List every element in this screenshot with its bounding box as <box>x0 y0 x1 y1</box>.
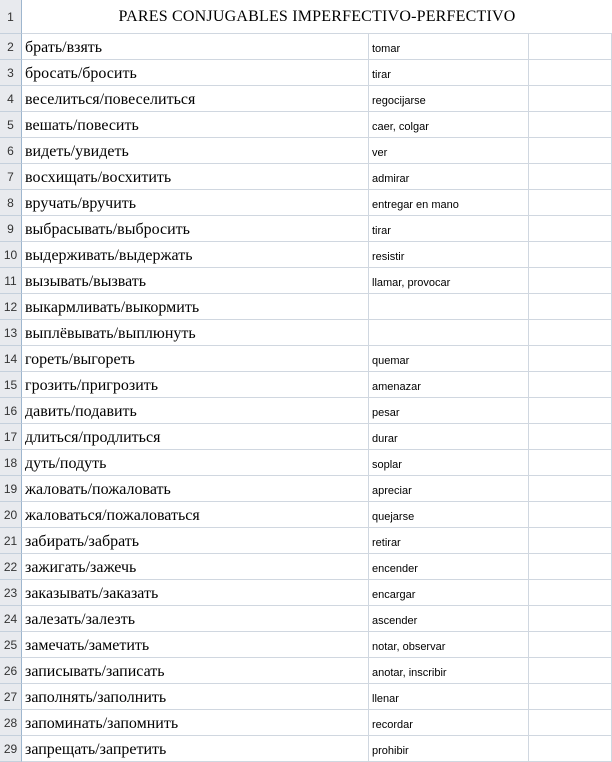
row-header[interactable]: 8 <box>0 190 22 216</box>
row-header[interactable]: 14 <box>0 346 22 372</box>
empty-cell[interactable] <box>529 372 612 398</box>
row-header[interactable]: 6 <box>0 138 22 164</box>
empty-cell[interactable] <box>529 138 612 164</box>
verb-pair-cell[interactable]: заказывать/заказать <box>22 580 369 606</box>
verb-pair-cell[interactable]: выплёвывать/выплюнуть <box>22 320 369 346</box>
table-row[interactable] <box>0 164 612 190</box>
row-header[interactable]: 25 <box>0 632 22 658</box>
table-row[interactable] <box>0 736 612 762</box>
empty-cell[interactable] <box>529 190 612 216</box>
translation-cell[interactable]: entregar en mano <box>369 190 529 216</box>
table-row[interactable] <box>0 554 612 580</box>
empty-cell[interactable] <box>529 528 612 554</box>
table-row[interactable] <box>0 502 612 528</box>
empty-cell[interactable] <box>529 242 612 268</box>
verb-pair-cell[interactable]: вешать/повесить <box>22 112 369 138</box>
table-row[interactable] <box>0 606 612 632</box>
row-header[interactable]: 22 <box>0 554 22 580</box>
table-row[interactable] <box>0 138 612 164</box>
table-row[interactable] <box>0 346 612 372</box>
empty-cell[interactable] <box>529 86 612 112</box>
verb-pair-cell[interactable]: заполнять/заполнить <box>22 684 369 710</box>
verb-pair-cell[interactable]: запоминать/запомнить <box>22 710 369 736</box>
empty-cell[interactable] <box>529 710 612 736</box>
translation-cell[interactable]: retirar <box>369 528 529 554</box>
row-header[interactable]: 24 <box>0 606 22 632</box>
empty-cell[interactable] <box>529 294 612 320</box>
empty-cell[interactable] <box>529 450 612 476</box>
verb-pair-cell[interactable]: веселиться/повеселиться <box>22 86 369 112</box>
empty-cell[interactable] <box>529 112 612 138</box>
verb-pair-cell[interactable]: вызывать/вызвать <box>22 268 369 294</box>
verb-pair-cell[interactable]: восхищать/восхитить <box>22 164 369 190</box>
row-header[interactable]: 11 <box>0 268 22 294</box>
row-header[interactable]: 27 <box>0 684 22 710</box>
verb-pair-cell[interactable]: выдерживать/выдержать <box>22 242 369 268</box>
row-header[interactable]: 2 <box>0 34 22 60</box>
translation-cell[interactable]: durar <box>369 424 529 450</box>
empty-cell[interactable] <box>529 736 612 762</box>
table-row[interactable] <box>0 34 612 60</box>
row-header[interactable]: 16 <box>0 398 22 424</box>
row-header[interactable]: 4 <box>0 86 22 112</box>
verb-pair-cell[interactable]: залезать/залезть <box>22 606 369 632</box>
table-row[interactable] <box>0 424 612 450</box>
translation-cell[interactable]: llamar, provocar <box>369 268 529 294</box>
empty-cell[interactable] <box>529 502 612 528</box>
table-row[interactable] <box>0 190 612 216</box>
empty-cell[interactable] <box>529 216 612 242</box>
verb-pair-cell[interactable]: длиться/продлиться <box>22 424 369 450</box>
verb-pair-cell[interactable]: бросать/бросить <box>22 60 369 86</box>
translation-cell[interactable]: ver <box>369 138 529 164</box>
table-row[interactable] <box>0 268 612 294</box>
translation-cell[interactable]: admirar <box>369 164 529 190</box>
empty-cell[interactable] <box>529 606 612 632</box>
table-row[interactable] <box>0 242 612 268</box>
table-row[interactable] <box>0 450 612 476</box>
verb-pair-cell[interactable]: давить/подавить <box>22 398 369 424</box>
empty-cell[interactable] <box>529 268 612 294</box>
verb-pair-cell[interactable]: гореть/выгореть <box>22 346 369 372</box>
empty-cell[interactable] <box>529 60 612 86</box>
table-row[interactable] <box>0 658 612 684</box>
table-row[interactable] <box>0 580 612 606</box>
translation-cell[interactable]: prohibir <box>369 736 529 762</box>
empty-cell[interactable] <box>529 476 612 502</box>
verb-pair-cell[interactable]: жаловать/пожаловать <box>22 476 369 502</box>
verb-pair-cell[interactable]: замечать/заметить <box>22 632 369 658</box>
table-row[interactable] <box>0 294 612 320</box>
translation-cell[interactable] <box>369 320 529 346</box>
verb-pair-cell[interactable]: выбрасывать/выбросить <box>22 216 369 242</box>
table-row[interactable] <box>0 632 612 658</box>
translation-cell[interactable]: recordar <box>369 710 529 736</box>
verb-pair-cell[interactable]: записывать/записать <box>22 658 369 684</box>
verb-pair-cell[interactable]: забирать/забрать <box>22 528 369 554</box>
translation-cell[interactable]: llenar <box>369 684 529 710</box>
verb-pair-cell[interactable]: выкармливать/выкормить <box>22 294 369 320</box>
empty-cell[interactable] <box>529 164 612 190</box>
row-header[interactable]: 19 <box>0 476 22 502</box>
empty-cell[interactable] <box>529 684 612 710</box>
table-row[interactable] <box>0 398 612 424</box>
table-row[interactable] <box>0 684 612 710</box>
row-header[interactable]: 10 <box>0 242 22 268</box>
row-header[interactable]: 12 <box>0 294 22 320</box>
empty-cell[interactable] <box>529 580 612 606</box>
translation-cell[interactable]: quejarse <box>369 502 529 528</box>
row-header[interactable]: 1 <box>0 0 22 34</box>
verb-pair-cell[interactable]: зажигать/зажечь <box>22 554 369 580</box>
translation-cell[interactable]: amenazar <box>369 372 529 398</box>
translation-cell[interactable]: pesar <box>369 398 529 424</box>
translation-cell[interactable]: tirar <box>369 60 529 86</box>
empty-cell[interactable] <box>529 34 612 60</box>
row-header[interactable]: 7 <box>0 164 22 190</box>
verb-pair-cell[interactable]: вручать/вручить <box>22 190 369 216</box>
translation-cell[interactable]: encender <box>369 554 529 580</box>
translation-cell[interactable]: tirar <box>369 216 529 242</box>
translation-cell[interactable]: caer, colgar <box>369 112 529 138</box>
row-header[interactable]: 17 <box>0 424 22 450</box>
translation-cell[interactable]: resistir <box>369 242 529 268</box>
empty-cell[interactable] <box>529 554 612 580</box>
translation-cell[interactable]: regocijarse <box>369 86 529 112</box>
row-header[interactable]: 15 <box>0 372 22 398</box>
translation-cell[interactable]: ascender <box>369 606 529 632</box>
row-header[interactable]: 29 <box>0 736 22 762</box>
empty-cell[interactable] <box>529 320 612 346</box>
translation-cell[interactable]: quemar <box>369 346 529 372</box>
verb-pair-cell[interactable]: запрещать/запретить <box>22 736 369 762</box>
table-row[interactable] <box>0 372 612 398</box>
verb-pair-cell[interactable]: жаловаться/пожаловаться <box>22 502 369 528</box>
translation-cell[interactable]: notar, observar <box>369 632 529 658</box>
verb-pair-cell[interactable]: брать/взять <box>22 34 369 60</box>
empty-cell[interactable] <box>529 398 612 424</box>
table-row[interactable] <box>0 112 612 138</box>
table-row[interactable] <box>0 60 612 86</box>
translation-cell[interactable]: soplar <box>369 450 529 476</box>
empty-cell[interactable] <box>529 424 612 450</box>
table-row[interactable] <box>0 476 612 502</box>
row-header[interactable]: 20 <box>0 502 22 528</box>
table-row[interactable] <box>0 528 612 554</box>
row-header[interactable]: 21 <box>0 528 22 554</box>
row-header[interactable]: 26 <box>0 658 22 684</box>
row-header[interactable]: 3 <box>0 60 22 86</box>
translation-cell[interactable] <box>369 294 529 320</box>
row-header[interactable]: 9 <box>0 216 22 242</box>
empty-cell[interactable] <box>529 658 612 684</box>
verb-pair-cell[interactable]: грозить/пригрозить <box>22 372 369 398</box>
empty-cell[interactable] <box>529 632 612 658</box>
row-header[interactable]: 13 <box>0 320 22 346</box>
empty-cell[interactable] <box>529 346 612 372</box>
table-row[interactable] <box>0 320 612 346</box>
table-row[interactable] <box>0 86 612 112</box>
title-row[interactable] <box>0 0 612 34</box>
verb-pair-cell[interactable]: видеть/увидеть <box>22 138 369 164</box>
sheet-title-cell[interactable]: PARES CONJUGABLES IMPERFECTIVO-PERFECTIVO <box>22 0 612 34</box>
translation-cell[interactable]: tomar <box>369 34 529 60</box>
table-row[interactable] <box>0 216 612 242</box>
row-header[interactable]: 5 <box>0 112 22 138</box>
verb-pair-cell[interactable]: дуть/подуть <box>22 450 369 476</box>
translation-cell[interactable]: encargar <box>369 580 529 606</box>
table-row[interactable] <box>0 710 612 736</box>
row-header[interactable]: 23 <box>0 580 22 606</box>
translation-cell[interactable]: anotar, inscribir <box>369 658 529 684</box>
row-header[interactable]: 18 <box>0 450 22 476</box>
translation-cell[interactable]: apreciar <box>369 476 529 502</box>
row-header[interactable]: 28 <box>0 710 22 736</box>
